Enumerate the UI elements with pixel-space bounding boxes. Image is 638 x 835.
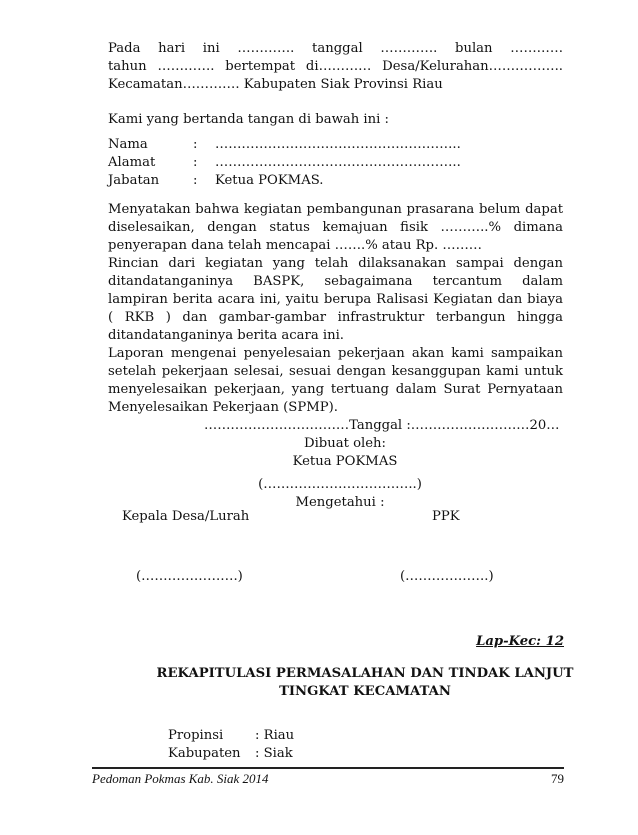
left-signer-title: Kepala Desa/Lurah — [122, 509, 250, 524]
body-line: menyelesaikan pekerjaan, yang tertuang dalam Surat Pernyataan — [108, 382, 563, 397]
body-line: setelah pekerjaan selesai, sesuai dengan kesanggupan kami untuk — [108, 364, 563, 379]
intro-word: Desa/Kelurahan…………….. — [382, 59, 563, 74]
field-label-jabatan: Jabatan — [108, 173, 160, 188]
field-colon: : — [193, 137, 198, 152]
body-line: Rincian dari kegiatan yang telah dilaksanakan sampai dengan — [108, 256, 563, 271]
date-line: ……………………………Tanggal :………………………20… — [204, 418, 560, 433]
body-line: ditandatanganinya BASPK, sebagaimana tercantum dalam — [108, 274, 563, 289]
field-colon: : — [193, 155, 198, 170]
signature-blank-left: (………………….) — [136, 569, 243, 584]
right-signer-title: PPK — [432, 509, 460, 524]
body-line: Laporan mengenai penyelesaian pekerjaan akan kami sampaikan — [108, 346, 563, 361]
intro-word: bertempat — [225, 59, 296, 74]
acknowledged-label: Mengetahui : — [295, 495, 385, 510]
signer-intro: Kami yang bertanda tangan di bawah ini : — [108, 112, 389, 127]
field-value-jabatan: Ketua POKMAS. — [215, 173, 324, 188]
intro-word: Pada — [108, 41, 141, 56]
made-by-label: Dibuat oleh: — [304, 436, 386, 451]
intro-word: …………. — [157, 59, 215, 74]
page-number: 79 — [551, 771, 564, 786]
recap-field-value: : Riau — [255, 728, 295, 743]
field-value-alamat: ……………………………………………….. — [215, 155, 461, 170]
intro-word: ………… — [510, 41, 563, 56]
intro-line-1 — [108, 40, 563, 58]
intro-word: …………. — [380, 41, 438, 56]
intro-word: tahun — [108, 59, 147, 74]
body-line: penyerapan dana telah mencapai …….% atau Rp. ……… — [108, 238, 482, 253]
field-colon: : — [193, 173, 198, 188]
recap-field-label: Propinsi — [168, 728, 224, 743]
recap-title-line-1: REKAPITULASI PERMASALAHAN DAN TINDAK LANJUT — [156, 666, 574, 681]
intro-word: ini — [202, 41, 220, 56]
recap-field-value: : Siak — [255, 746, 293, 761]
intro-word: di………… — [305, 59, 372, 74]
field-label-nama: Nama — [108, 137, 148, 152]
field-value-nama: ……………………………………………….. — [215, 137, 461, 152]
body-line: diselesaikan, dengan status kemajuan fisik ………..% dimana — [108, 220, 563, 235]
body-line: ditandatanganinya berita acara ini. — [108, 328, 344, 343]
body-line: Menyatakan bahwa kegiatan pembangunan prasarana belum dapat — [108, 202, 563, 217]
field-label-alamat: Alamat — [108, 155, 156, 170]
footer-title: Pedoman Pokmas Kab. Siak 2014 — [92, 771, 269, 786]
body-line: ( RKB ) dan gambar-gambar infrastruktur terbangun hingga — [108, 310, 563, 325]
intro-line-2 — [108, 58, 563, 76]
recap-title-line-2: TINGKAT KECAMATAN — [279, 684, 451, 699]
intro-word: bulan — [455, 41, 493, 56]
body-line: Menyelesaikan Pekerjaan (SPMP). — [108, 400, 338, 415]
recap-field-label: Kabupaten — [168, 746, 241, 761]
signature-blank-right: (……………….) — [400, 569, 494, 584]
body-line: lampiran berita acara ini, yaitu berupa Ralisasi Kegiatan dan biaya — [108, 292, 563, 307]
intro-word: …………. — [237, 41, 295, 56]
form-code: Lap-Kec: 12 — [476, 634, 564, 649]
signature-blank-center: (……………………………..) — [258, 477, 422, 492]
intro-line-3: Kecamatan…………. Kabupaten Siak Provinsi Riau — [108, 77, 443, 92]
footer-rule — [92, 767, 564, 769]
intro-word: tanggal — [312, 41, 363, 56]
intro-word: hari — [158, 41, 186, 56]
made-by-role: Ketua POKMAS — [292, 454, 398, 469]
